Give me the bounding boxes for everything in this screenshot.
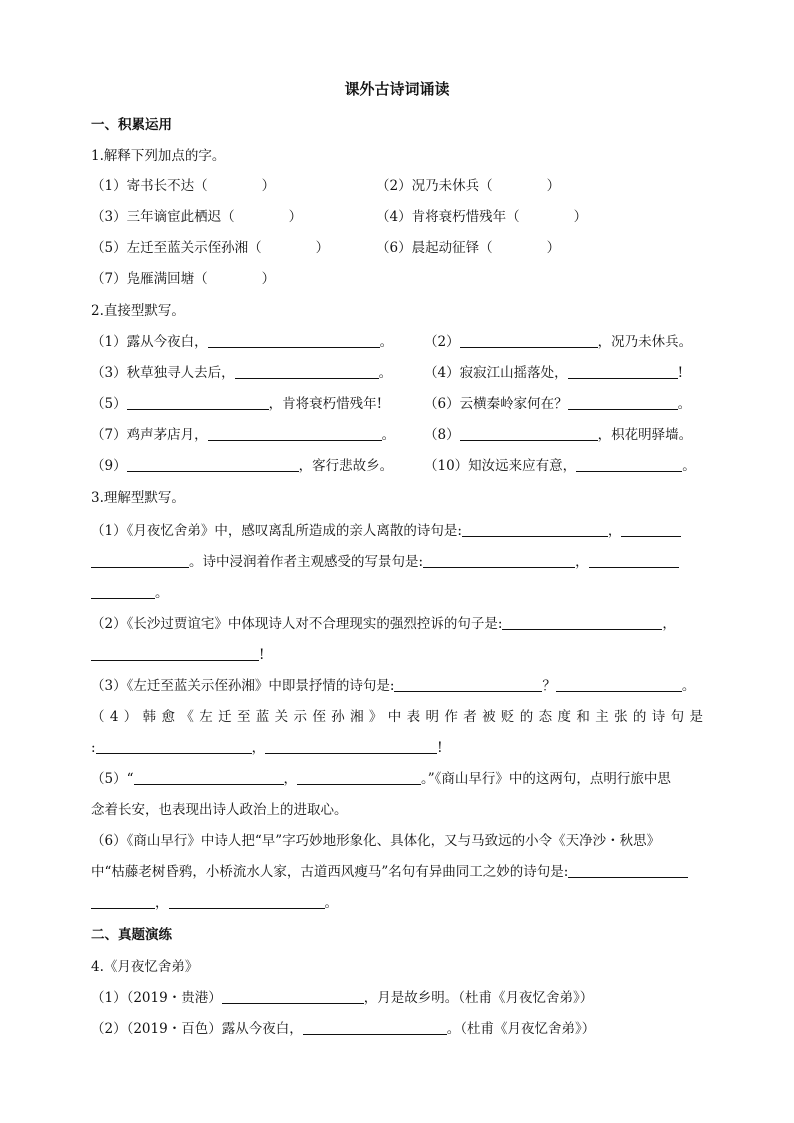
q3-part-1-line-2 — [91, 553, 679, 571]
answer-blank[interactable] — [127, 457, 299, 472]
q1-item-5: （5）左迁至蓝关示侄孙湘（ ） — [91, 240, 330, 256]
comma: ， — [155, 895, 169, 911]
q3-part-6-text: 中“枯藤老树昏鸦，小桥流水人家，古道西风瘦马”名句有异曲同工之妙的诗句是: — [91, 864, 569, 880]
q3-part-1-line-3 — [91, 584, 169, 602]
q2-item-suffix: 。 — [379, 334, 394, 350]
answer-blank[interactable] — [134, 770, 284, 785]
colon: : — [91, 740, 96, 756]
answer-blank[interactable] — [127, 395, 269, 410]
q3-part-6-line-3 — [91, 894, 338, 912]
q1-item-3: （3）三年谪宦此栖迟（ ） — [91, 209, 303, 225]
q3-part-2-line-2 — [91, 646, 264, 664]
answer-blank[interactable] — [235, 364, 379, 379]
answer-blank[interactable] — [91, 894, 155, 909]
q2-item-3 — [91, 364, 392, 382]
answer-blank[interactable] — [556, 677, 682, 692]
question-2-stem: 2.直接型默写。 — [91, 303, 185, 319]
q1-item-4: （4）肯将衰朽惜残年（ ） — [376, 209, 588, 225]
answer-blank[interactable] — [297, 770, 421, 785]
q2-item-text: （4）寂寂江山摇落处， — [424, 365, 568, 381]
q2-item-text: （3）秋草独寻人去后， — [91, 365, 235, 381]
q2-item-suffix: 。 — [378, 365, 393, 381]
question-3-stem: 3.理解型默写。 — [91, 490, 185, 506]
q1-item-7: （7）凫雁满回塘（ ） — [91, 271, 276, 287]
answer-blank[interactable] — [621, 522, 681, 537]
answer-blank[interactable] — [91, 646, 259, 661]
comma: ， — [662, 616, 676, 632]
q2-item-text: （8） — [424, 427, 460, 443]
q1-item-2: （2）况乃未休兵（ ） — [376, 178, 561, 194]
q2-item-suffix: ，枳花明驿墙。 — [597, 427, 693, 443]
answer-blank[interactable] — [96, 739, 252, 754]
answer-blank[interactable] — [394, 677, 542, 692]
q2-item-5 — [91, 395, 382, 413]
q2-item-7 — [91, 426, 395, 444]
q3-part-5-line-2: 念着长安，也表现出诗人政治上的进取心。 — [91, 802, 348, 818]
q2-item-2 — [424, 333, 692, 351]
answer-blank[interactable] — [265, 739, 437, 754]
q2-item-8 — [424, 426, 692, 444]
answer-blank[interactable] — [208, 333, 380, 348]
comma: ， — [283, 771, 297, 787]
q3-part-5-text: （5）“ — [91, 771, 134, 787]
q3-part-2-line-1 — [91, 615, 676, 633]
q4-item-1-text-2: ，月是故乡明。（杜甫《月夜忆舍弟》） — [363, 990, 594, 1006]
q4-item-2-text: （2）（2019・百色）露从今夜白， — [91, 1021, 303, 1037]
answer-blank[interactable] — [303, 1020, 447, 1035]
q2-item-4 — [424, 364, 683, 382]
q2-item-1 — [91, 333, 393, 351]
comma: ， — [607, 523, 622, 539]
q2-item-text: （2） — [424, 334, 460, 350]
q2-item-10 — [424, 457, 696, 475]
answer-blank[interactable] — [460, 426, 598, 441]
question-1-stem: 1.解释下列加点的字。 — [91, 148, 226, 164]
q3-part-4-line-2 — [91, 739, 443, 757]
comma: ， — [251, 740, 266, 756]
q3-part-1-text: （1）《月夜忆舍弟》中，感叹离乱所造成的亲人离散的诗句是: — [91, 523, 462, 539]
q3-part-5-text-2: 。”《商山早行》中的这两句，点明行旅中思 — [421, 771, 671, 787]
q4-item-2 — [91, 1020, 595, 1038]
q3-part-5-line-1 — [91, 770, 671, 788]
q2-item-suffix: ，肯将衰朽惜残年! — [268, 396, 383, 412]
answer-blank[interactable] — [222, 989, 364, 1004]
q3-part-1-line-1 — [91, 522, 681, 540]
answer-blank[interactable] — [462, 522, 608, 537]
q3-part-2-text: （2）《长沙过贾谊宅》中体现诗人对不合理现实的强烈控诉的句子是: — [91, 616, 503, 632]
q4-item-2-text-2: 。（杜甫《月夜忆舍弟》） — [446, 1021, 596, 1037]
answer-blank[interactable] — [423, 553, 575, 568]
q2-item-text: （6）云横秦岭家何在？ — [424, 396, 568, 412]
answer-blank[interactable] — [460, 333, 598, 348]
question-4-stem: 4.《月夜忆舍弟》 — [91, 959, 199, 975]
q2-item-text: （1）露从今夜白， — [91, 334, 208, 350]
period: 。 — [681, 678, 696, 694]
q3-part-6-line-2 — [91, 863, 688, 881]
q2-item-6 — [424, 395, 691, 413]
q4-item-1-text: （1）（2019・贵港） — [91, 990, 222, 1006]
exclamation: ! — [437, 740, 443, 756]
answer-blank[interactable] — [91, 584, 155, 599]
answer-blank[interactable] — [568, 364, 678, 379]
answer-blank[interactable] — [502, 615, 662, 630]
answer-blank[interactable] — [589, 553, 679, 568]
section-heading-2: 二、真题演练 — [91, 927, 172, 943]
answer-blank[interactable] — [568, 395, 678, 410]
q2-item-text: （10）知汝远来应有意， — [424, 458, 577, 474]
q3-part-3-text: （3）《左迁至蓝关示侄孙湘》中即景抒情的诗句是: — [91, 678, 395, 694]
exclamation: ! — [259, 647, 265, 663]
q3-part-3 — [91, 677, 695, 695]
q3-part-6-line-1: （6）《商山早行》中诗人把“早”字巧妙地形象化、具体化，又与马致远的小令《天净沙・秋思》 — [91, 833, 661, 849]
answer-blank[interactable] — [169, 894, 325, 909]
q2-item-suffix: ，况乃未休兵。 — [597, 334, 693, 350]
q2-item-9 — [91, 457, 393, 475]
q2-item-text: （5） — [91, 396, 127, 412]
answer-blank[interactable] — [91, 553, 189, 568]
comma: ， — [575, 554, 589, 570]
question-mark: ？ — [542, 678, 556, 694]
q2-item-suffix: ，客行悲故乡。 — [298, 458, 394, 474]
q2-item-text: （7）鸡声茅店月， — [91, 427, 208, 443]
q2-item-suffix: 。 — [677, 396, 692, 412]
q2-item-suffix: 。 — [682, 458, 696, 474]
q2-item-text: （9） — [91, 458, 127, 474]
q4-item-1 — [91, 989, 593, 1007]
page-title: 课外古诗词诵读 — [344, 80, 450, 98]
answer-blank[interactable] — [568, 863, 688, 878]
q2-item-suffix: 。 — [381, 427, 396, 443]
q1-item-1: （1）寄书长不达（ ） — [91, 178, 276, 194]
section-heading-1: 一、积累运用 — [91, 117, 172, 133]
answer-blank[interactable] — [208, 426, 382, 441]
q2-item-suffix: ! — [677, 365, 684, 381]
period: 。 — [155, 585, 169, 601]
period: 。 — [324, 895, 338, 911]
q3-part-1-text-2: 。诗中浸润着作者主观感受的写景句是: — [189, 554, 424, 570]
q3-part-4-line-1: （4）韩愈《左迁至蓝关示侄孙湘》中表明作者被贬的态度和主张的诗句是 — [91, 709, 703, 725]
answer-blank[interactable] — [576, 457, 682, 472]
q1-item-6: （6）晨起动征铎（ ） — [376, 240, 561, 256]
